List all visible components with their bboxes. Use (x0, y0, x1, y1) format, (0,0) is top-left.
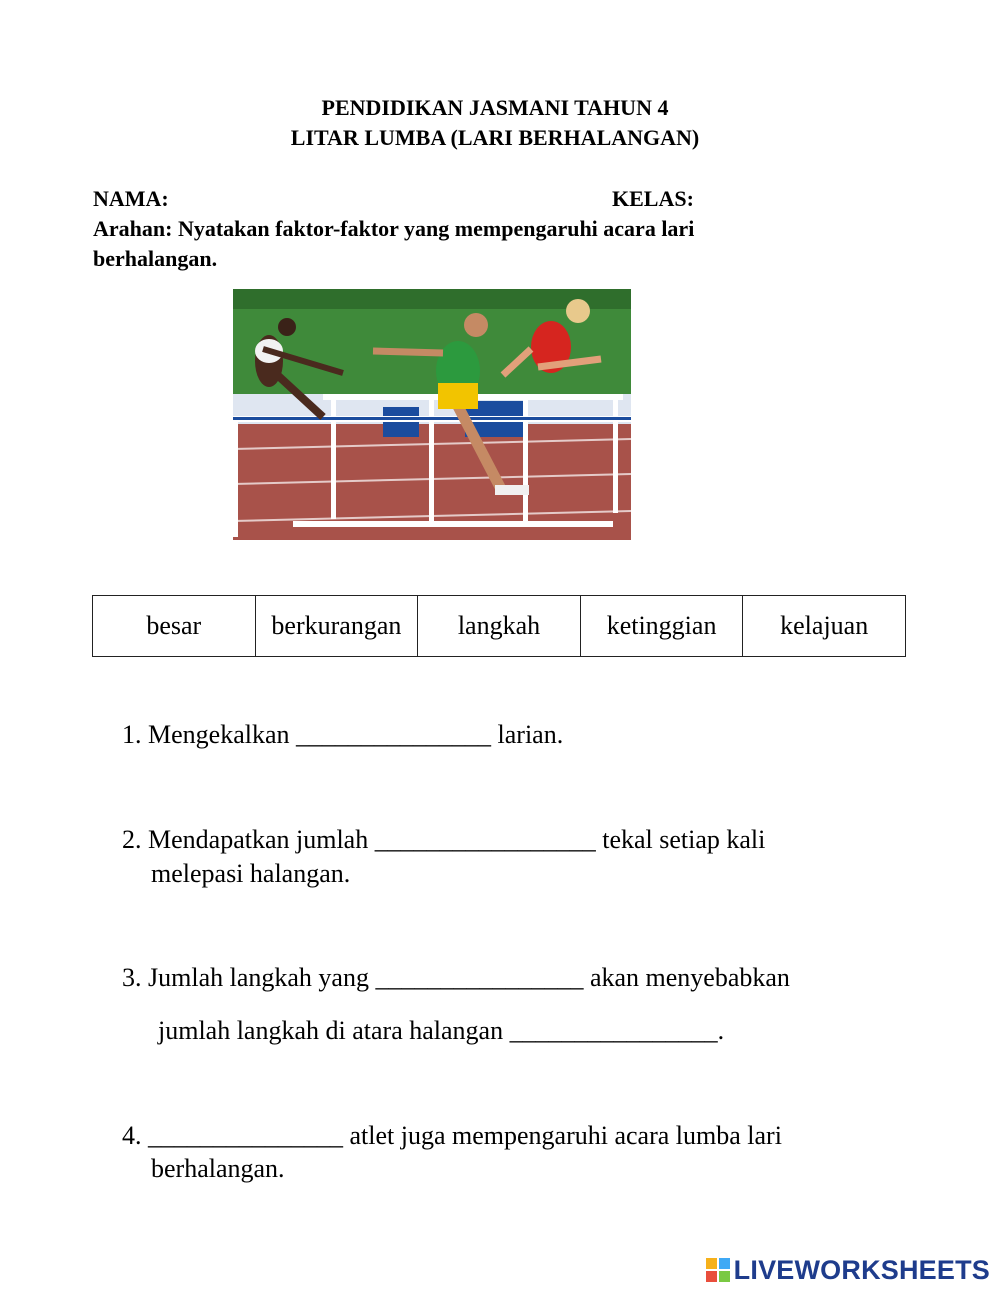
question-4-blank[interactable]: _______________ (148, 1121, 343, 1150)
word-bank-cell[interactable]: langkah (418, 596, 581, 657)
word-bank-cell[interactable]: berkurangan (255, 596, 418, 657)
name-label: NAMA: (93, 186, 169, 211)
question-4 (122, 1119, 782, 1153)
question-2-text: 2. Mendapatkan jumlah (122, 825, 375, 854)
class-label: KELAS: (612, 186, 694, 211)
question-1-blank[interactable]: _______________ (296, 720, 492, 749)
question-2-text-end: tekal setiap kali (595, 825, 766, 854)
liveworksheets-logo (706, 1255, 990, 1285)
question-3-line2-end: . (717, 1016, 725, 1045)
question-3 (122, 961, 790, 995)
question-3-text-end: akan menyebabkan (583, 963, 790, 992)
question-3-blank[interactable]: ________________ (375, 963, 584, 992)
question-1 (122, 718, 563, 752)
instruction-line1: Arahan: Nyatakan faktor-faktor yang mempengaruhi acara lari (93, 216, 695, 241)
question-2-blank[interactable]: _________________ (374, 825, 596, 854)
word-bank-row (93, 596, 906, 657)
question-3-line2-text: jumlah langkah di atara halangan (158, 1016, 510, 1045)
word-bank-table (92, 595, 906, 657)
question-3-blank-2[interactable]: ________________ (509, 1016, 718, 1045)
word-bank-cell[interactable]: ketinggian (580, 596, 743, 657)
question-1-text-end: larian. (491, 720, 564, 749)
hurdles-photo (233, 289, 631, 540)
worksheet-subtitle: LITAR LUMBA (LARI BERHALANGAN) (290, 125, 700, 150)
liveworksheets-blocks-icon (706, 1258, 730, 1282)
worksheet-title: PENDIDIKAN JASMANI TAHUN 4 (321, 95, 669, 120)
question-2-line2: melepasi halangan. (151, 859, 351, 888)
question-2 (122, 823, 765, 857)
question-3-text: 3. Jumlah langkah yang (122, 963, 376, 992)
question-4-text-end: atlet juga mempengaruhi acara lumba lari (343, 1121, 782, 1150)
question-4-number: 4. (122, 1121, 148, 1150)
question-1-text: 1. Mengekalkan (122, 720, 297, 749)
word-bank-cell[interactable]: kelajuan (743, 596, 906, 657)
liveworksheets-wordmark: LIVEWORKSHEETS (733, 1254, 990, 1285)
instruction-line2: berhalangan. (93, 246, 218, 271)
word-bank-cell[interactable]: besar (93, 596, 256, 657)
question-3-line2 (158, 1014, 724, 1048)
question-4-line2: berhalangan. (151, 1154, 285, 1183)
